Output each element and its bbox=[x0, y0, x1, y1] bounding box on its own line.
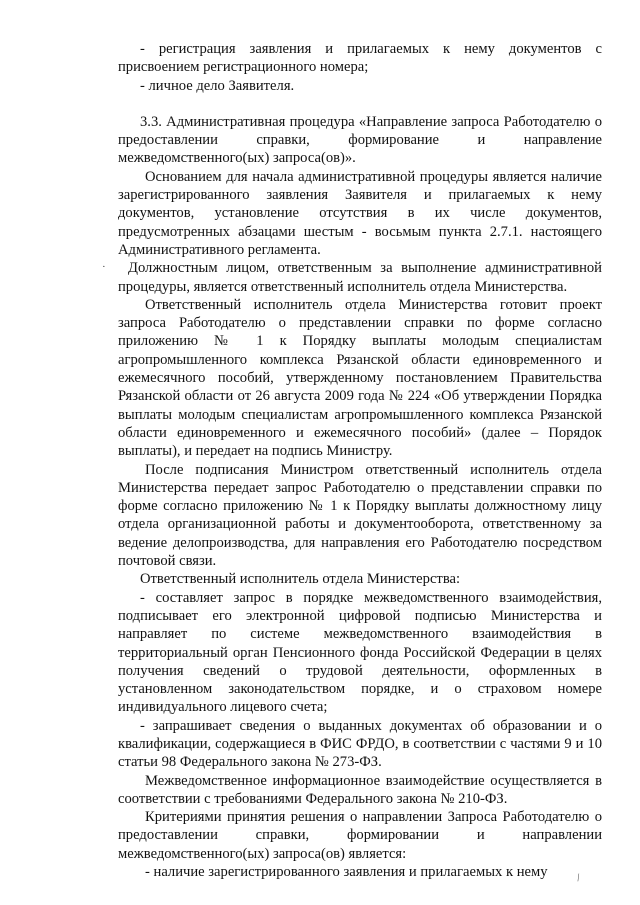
paragraph-prepare-request: Ответственный исполнитель отдела Министерства готовит проект запроса Работодателю о представлении справки по форме согласно приложению № 1 к Порядку выплаты молодым специалистам агропромышленного комплекса Рязанской области единовременного и ежемесячного пособий, утвержденному постановлением Правительства Рязанской области от 26 августа 2009 года № 224 «Об утверждении Порядка выплаты молодым специалистам агропромышленного комплекса Рязанской области единовременного и ежемесячного пособий» (далее – Порядок выплаты), и передает на подпись Министру. bbox=[118, 296, 602, 460]
paragraph-responsible-official: Должностным лицом, ответственным за выполнение административной процедуры, является ответственный исполнитель отдела Министерства. bbox=[118, 260, 602, 295]
section-heading-3-3: 3.3. Административная процедура «Направление запроса Работодателю о предоставлении справки, формирование и направление межведомственного(ых) запроса(ов)». bbox=[118, 113, 602, 167]
paragraph-basis: Основанием для начала административной процедуры является наличие зарегистрированного заявления Заявителя и прилагаемых к нему документов, установление отсутствия в их числе документов, предусмотренных абзацами шестым - восьмым пункта 2.7.1. настоящего Административного регламента. bbox=[118, 168, 602, 258]
paragraph-gap bbox=[118, 95, 602, 113]
paragraph-decision-criteria: Критериями принятия решения о направлении Запроса Работодателю о предоставлении справки, формировании и направлении межведомственного(ых) запроса(ов) является: bbox=[118, 809, 602, 862]
paragraph-after-signing: После подписания Министром ответственный исполнитель отдела Министерства передает запрос Работодателю о представлении справки по форме согласно приложению № 1 к Порядку выплаты должностному лицу отдела организационной работы и документооборота, ответственному за ведение делопроизводства, для направления его Работодателю посредством почтовой связи. bbox=[118, 461, 602, 570]
list-item-registered-application: - наличие зарегистрированного заявления и прилагаемых к нему bbox=[145, 864, 548, 881]
margin-mark: / bbox=[575, 871, 582, 885]
list-item-request-education-info: - запрашивает сведения о выданных документах об образовании и о квалификации, содержащиеся в ФИС ФРДО, в соответствии с частями 9 и 10 статьи 98 Федерального закона № 273-ФЗ. bbox=[118, 717, 602, 771]
margin-mark: · bbox=[102, 261, 106, 273]
list-item-compose-request: - составляет запрос в порядке межведомственного взаимодействия, подписывает его электронной цифровой подписью Министерства и направляет по системе межведомственного взаимодействия в территориальный орган Пенсионного фонда Российской Федерации в целях получения сведений о трудовой деятельности, оформленных в установленном законодательством порядке, и о страховом номере индивидуального лицевого счета; bbox=[118, 589, 602, 716]
paragraph-executor-duties: Ответственный исполнитель отдела Министерства: bbox=[140, 571, 461, 588]
list-item-registration: - регистрация заявления и прилагаемых к нему документов с присвоением регистрационного номера; bbox=[118, 41, 602, 76]
document-body bbox=[118, 40, 602, 881]
paragraph-interagency-interaction: Межведомственное информационное взаимодействие осуществляется в соответствии с требованиями Федерального закона № 210-ФЗ. bbox=[118, 772, 602, 807]
list-item-personal-file: - личное дело Заявителя. bbox=[140, 77, 295, 94]
